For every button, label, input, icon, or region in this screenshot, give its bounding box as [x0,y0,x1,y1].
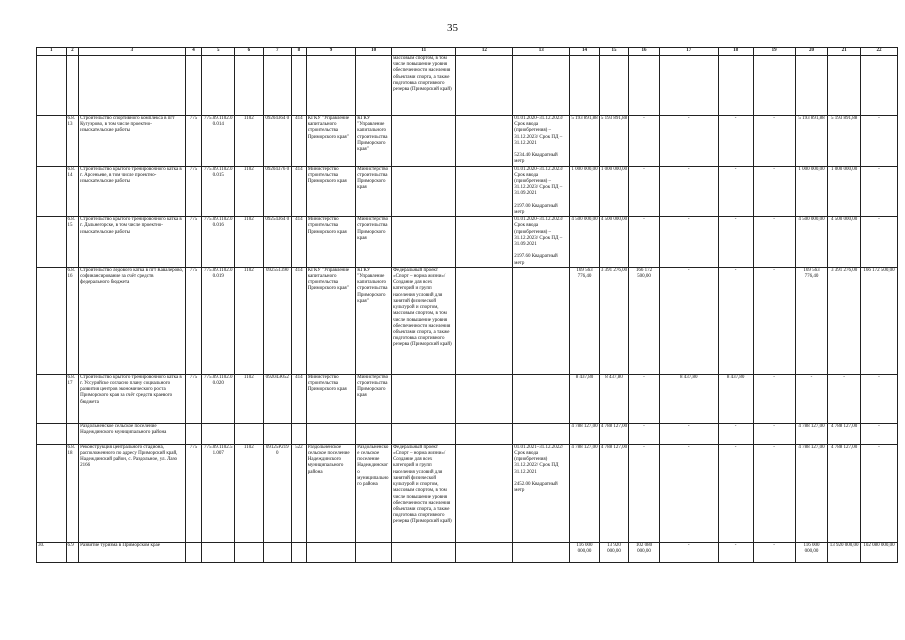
table-cell [292,56,307,116]
column-header: 9 [306,48,356,56]
table-cell: - [753,217,795,268]
table-cell [235,56,263,116]
table-cell [202,542,235,562]
column-header: 10 [356,48,392,56]
table-cell: 522 [292,444,307,542]
table-cell: 1 000 000,00 [599,166,629,217]
column-header: 18 [718,48,753,56]
table-cell: - [753,116,795,167]
table-cell: - [629,217,660,268]
table-row [37,56,898,116]
column-header: 8 [292,48,307,56]
table-cell: - [753,267,795,374]
table-cell: 6.9 [66,542,79,562]
table-row [37,542,898,562]
table-cell [185,423,202,444]
table-cell: 775 [185,444,202,542]
table-cell: Реконструкция центрального стадиона, расположенного по адресу Приморский край, Надеждинский район, с. Раздольное, ул. Лазо 2166 [79,444,185,542]
column-header: 7 [263,48,291,56]
table-cell [235,423,263,444]
table-cell: - [860,217,897,268]
table-cell [456,217,513,268]
table-cell: 8 437,80 [718,374,753,423]
table-cell: 5 193 891,88 [795,116,828,167]
table-cell: - [860,166,897,217]
table-cell: 092551390 [263,267,291,374]
table-cell [513,542,570,562]
table-cell: - [659,116,718,167]
column-header: 16 [629,48,660,56]
column-header: 19 [753,48,795,56]
table-cell: 775.09.1102.00.020 [202,374,235,423]
table-cell [66,56,79,116]
table-cell: 414 [292,166,307,217]
table-cell: 09204Э052 [263,374,291,423]
table-cell: 6.8.13 [66,116,79,167]
table-cell: 09204364 0 [263,116,291,167]
column-header: 1 [37,48,67,56]
table-cell: 4 788 127,00 [795,423,828,444]
table-cell [37,116,67,167]
table-cell: 5 193 891,88 [570,116,600,167]
table-cell: 169 563 776,40 [570,267,600,374]
page-number: 35 [447,22,458,34]
table-cell: 01.01.2020–31.12.2023/ Срок ввода (приобретения) – 31.12.2023/ Срок ПД – 31.12.2021 5234.40 Квадратный метр [513,116,570,167]
table-cell: Министерство строительства Приморского края [306,217,356,268]
table-cell: 414 [292,267,307,374]
table-cell [456,542,513,562]
table-cell: - [860,444,897,542]
table-cell [456,166,513,217]
table-cell: 6.8.18 [66,444,79,542]
table-cell [718,56,753,116]
table-cell: - [718,267,753,374]
table-cell [66,423,79,444]
table-row [37,374,898,423]
table-cell: Федеральный проект «Спорт – норма жизни»/Создание для всех категорий и групп населения условий для занятий физической культурой и спортом, массовым спортом, в том числе повышение уровня обеспеченности населения объектами спорта, а также подготовка спортивного резерва (Приморский край) [392,444,456,542]
table-cell [37,217,67,268]
table-cell: - [753,374,795,423]
table-cell [860,56,897,116]
table-cell: КГКУ "Управление капитального строительства Приморского края" [306,267,356,374]
table-cell [513,423,570,444]
table-cell [456,374,513,423]
column-header: 22 [860,48,897,56]
table-cell: массовым спортом, в том числе повышение уровня обеспеченности населения объектами спорта, а также подготовка спортивного резерва (Приморский край) [392,56,456,116]
table-cell: 775 [185,166,202,217]
table-cell [306,542,356,562]
table-cell: 4 788 127,00 [828,423,861,444]
column-header: 3 [79,48,185,56]
table-cell: 102 080 000,00 [629,542,660,562]
table-cell [392,374,456,423]
header-row [37,48,898,56]
table-cell: 1102 [235,374,263,423]
table-cell: 414 [292,374,307,423]
table-cell: - [659,166,718,217]
table-cell: - [659,267,718,374]
table-cell [828,56,861,116]
table-cell: 1 000 000,00 [828,166,861,217]
table-cell: - [860,116,897,167]
column-header: 21 [828,48,861,56]
table-cell: - [629,374,660,423]
table-cell: - [718,166,753,217]
table-cell [570,56,600,116]
table-cell: - [629,166,660,217]
table-cell: 116 000 000,00 [570,542,600,562]
table-cell: 775.09.1102.00.016 [202,217,235,268]
table-cell: 1 000 000,00 [795,166,828,217]
table-cell: 5 193 891,88 [599,116,629,167]
table-cell [456,423,513,444]
table-cell: 775 [185,217,202,268]
table-cell [356,423,392,444]
table-cell: 1102 [235,116,263,167]
table-cell: Развитие туризма в Приморском крае [79,542,185,562]
table-cell: 01.01.2020–31.12.2023/ Срок ввода (приобретения) – 31.12.2023/ Срок ПД – 31.09.2021 2197.60 Квадратный метр [513,217,570,268]
table-cell [37,56,67,116]
table-cell [79,56,185,116]
table-cell [456,444,513,542]
table-cell: Федеральный проект «Спорт – норма жизни»/Создание для всех категорий и групп населения условий для занятий физической культурой и спортом, массовым спортом, в том числе повышение уровня обеспеченности населения объектами спорта, а также подготовка спортивного резерва (Приморский край) [392,267,456,374]
table-cell [202,423,235,444]
table-cell: 8 437,80 [570,374,600,423]
table-cell: - [659,423,718,444]
table-cell: 775.09.1102.51.007 [202,444,235,542]
table-cell: - [753,423,795,444]
table-cell: 4 500 000,00 [795,217,828,268]
table-cell: Раздольненское сельское поселение Надеждинского муниципального района [79,423,185,444]
table-cell: - [659,217,718,268]
table-cell: Строительство крытого тренировочного катка в г. Уссурийске согласно плану социального развития центров экономического роста Приморского края за счёт средств краевого бюджета [79,374,185,423]
table-cell: 8 437,80 [659,374,718,423]
table-cell [292,542,307,562]
table-cell: - [659,542,718,562]
table-cell [37,166,67,217]
table-cell: 1102 [235,444,263,542]
table-cell: - [718,217,753,268]
table-cell: - [659,444,718,542]
table-cell: 13 920 000,00 [599,542,629,562]
table-cell [456,116,513,167]
column-header: 12 [456,48,513,56]
table-cell: - [629,444,660,542]
table-cell: КГКУ "Управление капитального строительства Приморского края" [306,116,356,167]
column-header: 20 [795,48,828,56]
table-cell [753,56,795,116]
table-cell: 775 [185,116,202,167]
column-header: 14 [570,48,600,56]
table-cell [37,374,67,423]
table-cell [356,542,392,562]
column-header: 4 [185,48,202,56]
table-cell: 6.8.15 [66,217,79,268]
table-cell: 4 788 127,00 [828,444,861,542]
table-cell [392,166,456,217]
table-row [37,116,898,167]
table-cell: - [629,423,660,444]
table-cell [456,56,513,116]
table-cell: 4 788 127,00 [599,444,629,542]
table-cell: Министерство строительства Приморского края [356,166,392,217]
column-header: 6 [235,48,263,56]
table-cell [263,542,291,562]
table-cell [306,423,356,444]
table-cell: 3 391 276,00 [828,267,861,374]
table-cell: 166 172 500,00 [860,267,897,374]
table-row [37,444,898,542]
table-cell: Раздольненское сельское поселение Надеждинского муниципального района [306,444,356,542]
table-cell: 09254364 0 [263,217,291,268]
table-cell [37,444,67,542]
table-cell: Строительство ледового катка в пгт Кавалерово, софинансирование за счёт средств федерального бюджета [79,267,185,374]
column-header: 15 [599,48,629,56]
table-cell: - [753,444,795,542]
column-header: 11 [392,48,456,56]
table-row [37,217,898,268]
table-cell: 6.8.14 [66,166,79,217]
table-cell: 1102 [235,217,263,268]
table-cell [795,56,828,116]
table-cell [263,56,291,116]
table-cell: Министерство строительства Приморского края [356,374,392,423]
table-row [37,166,898,217]
table-cell: 8 437,80 [599,374,629,423]
table-cell [392,423,456,444]
table-cell: 414 [292,116,307,167]
table-row [37,267,898,374]
table-cell: 13 920 000,00 [828,542,861,562]
table-cell: - [753,166,795,217]
table-cell [292,423,307,444]
table-cell: 1102 [235,166,263,217]
table-cell: - [718,444,753,542]
table-cell: Строительство крытого тренировочного катка в г. Арсеньеве, в том числе проектно-изыскательские работы [79,166,185,217]
table-cell [235,542,263,562]
table-cell: 775.09.1102.00.014 [202,116,235,167]
table-cell: 30. [37,542,67,562]
column-header: 5 [202,48,235,56]
table-cell: 169 563 776,40 [795,267,828,374]
table-cell [456,267,513,374]
table-cell: 01.01.2020–31.12.2023/ Срок ввода (приобретения) – 31.12.2023/ Срок ПД – 31.09.2021 2197.00 Квадратный метр [513,166,570,217]
table-cell: 01.01.2021–31.12.2022/ Срок ввода (приобретения) 31.12.2022/ Срок ПД 31.12.2021 2452.00 Квадратный метр [513,444,570,542]
table-cell [513,374,570,423]
table-cell: 4 788 127,00 [570,423,600,444]
table-cell: 3 391 276,00 [599,267,629,374]
table-cell: - [753,542,795,562]
table-cell: Строительство спортивного комплекса в пгт Кугуэрово, в том числе проектно-изыскательские работы [79,116,185,167]
table-cell [513,56,570,116]
table-cell: 102 080 000,00 [860,542,897,562]
table-cell: - [860,374,897,423]
table-cell: 166 172 500,00 [629,267,660,374]
table-cell [513,267,570,374]
table-cell [37,423,67,444]
table-cell [185,56,202,116]
table-cell: Строительство крытого тренировочного катка в г. Дальнегорске, в том числе проектно-изыскательские работы [79,217,185,268]
table-cell [392,542,456,562]
table-cell: - [718,423,753,444]
table-cell: 1 000 000,00 [570,166,600,217]
table-cell [356,56,392,116]
table-cell: 09125Р219 0 [263,444,291,542]
table-cell: - [828,374,861,423]
table-cell [392,116,456,167]
table-cell: 414 [292,217,307,268]
table-cell: КГКУ "Управление капитального строительства Приморского края" [356,116,392,167]
table-cell: 4 788 127,00 [795,444,828,542]
table-cell [599,56,629,116]
table-cell [306,56,356,116]
table-cell: Министерство строительства Приморского края [356,217,392,268]
table-cell: 6.8.16 [66,267,79,374]
table-cell: 6.8.17 [66,374,79,423]
table-cell: 4 500 000,00 [570,217,600,268]
table-cell: - [629,116,660,167]
table-cell: - [795,374,828,423]
table-cell: 4 500 000,00 [828,217,861,268]
table-cell: 4 788 127,00 [570,444,600,542]
table-cell: - [718,116,753,167]
column-header: 2 [66,48,79,56]
table-cell: 775.09.1102.00.019 [202,267,235,374]
table-cell [659,56,718,116]
table-cell: 4 500 000,00 [599,217,629,268]
budget-table [36,47,898,563]
table-cell: 1102 [235,267,263,374]
table-cell: - [860,423,897,444]
column-header: 13 [513,48,570,56]
table-cell: 116 000 000,00 [795,542,828,562]
table-row [37,423,898,444]
table-cell: 5 193 891,88 [828,116,861,167]
table-cell: 775.09.1102.00.015 [202,166,235,217]
table-cell: 09204376 0 [263,166,291,217]
table-cell: 775 [185,374,202,423]
table-cell: 775 [185,267,202,374]
table-cell [629,56,660,116]
table-cell: КГКУ "Управление капитального строительства Приморского края" [356,267,392,374]
table-cell [185,542,202,562]
table-cell [202,56,235,116]
table-cell [263,423,291,444]
table-cell: 4 788 127,00 [599,423,629,444]
table-cell: - [718,542,753,562]
table-cell: Министерство строительства Приморского края [306,166,356,217]
table-cell: Министерство строительства Приморского края [306,374,356,423]
table-cell [392,217,456,268]
table-cell [37,267,67,374]
table-cell: Раздольненское сельское поселение Надеждинского муниципального района [356,444,392,542]
column-header: 17 [659,48,718,56]
